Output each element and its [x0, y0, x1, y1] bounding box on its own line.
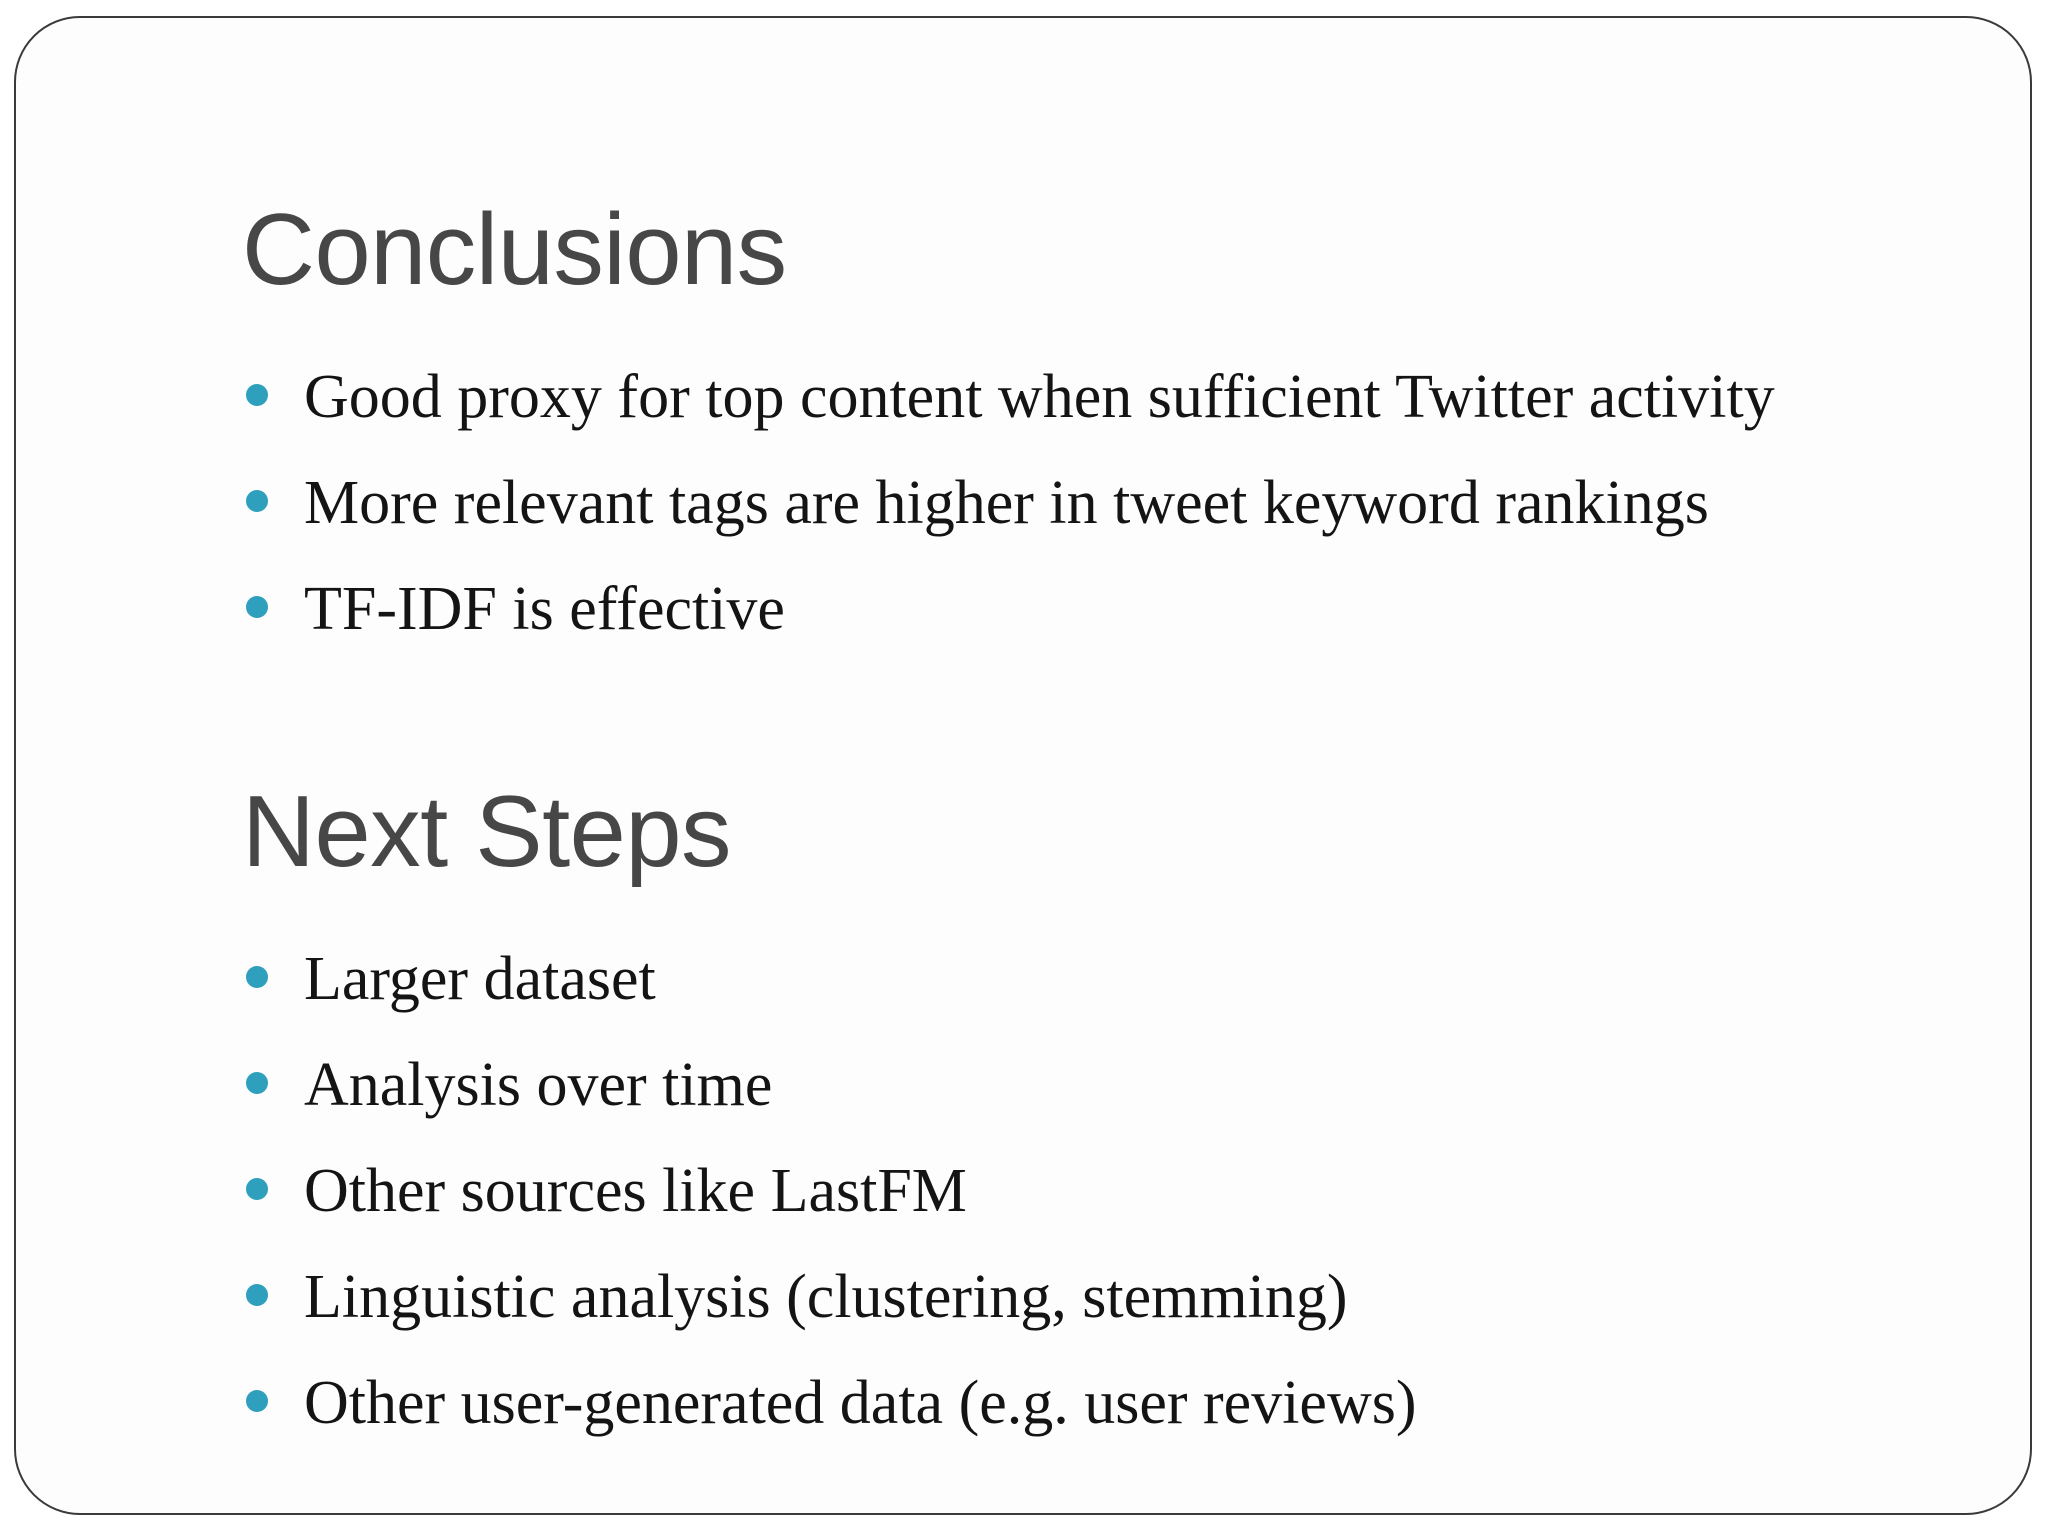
bullet-dot-icon [246, 384, 268, 406]
bullet-dot-icon [246, 596, 268, 618]
list-item [242, 462, 2022, 568]
bullet-dot-icon [246, 1284, 268, 1306]
bullet-text: Other user-generated data (e.g. user reviews) [304, 1369, 1417, 1437]
list-item [242, 1362, 2022, 1468]
bullet-text: More relevant tags are higher in tweet keyword rankings [304, 469, 1709, 537]
list-item [242, 1150, 2022, 1256]
slide-frame [14, 16, 2032, 1515]
bullet-text: Larger dataset [304, 945, 656, 1013]
list-item [242, 1044, 2022, 1150]
list-item [242, 938, 2022, 1044]
bullet-dot-icon [246, 1390, 268, 1412]
next-steps-list [242, 938, 2022, 1468]
list-item [242, 356, 2022, 462]
conclusions-list [242, 356, 2022, 674]
bullet-dot-icon [246, 1178, 268, 1200]
list-item [242, 568, 2022, 674]
next-steps-heading: Next Steps [242, 776, 732, 888]
bullet-dot-icon [246, 490, 268, 512]
bullet-text: Linguistic analysis (clustering, stemming) [304, 1263, 1348, 1331]
bullet-dot-icon [246, 1072, 268, 1094]
bullet-text: Other sources like LastFM [304, 1157, 967, 1225]
list-item [242, 1256, 2022, 1362]
bullet-dot-icon [246, 966, 268, 988]
bullet-text: Good proxy for top content when sufficient Twitter activity [304, 363, 1775, 431]
bullet-text: Analysis over time [304, 1051, 773, 1119]
conclusions-heading: Conclusions [242, 194, 787, 306]
bullet-text: TF-IDF is effective [304, 575, 785, 643]
